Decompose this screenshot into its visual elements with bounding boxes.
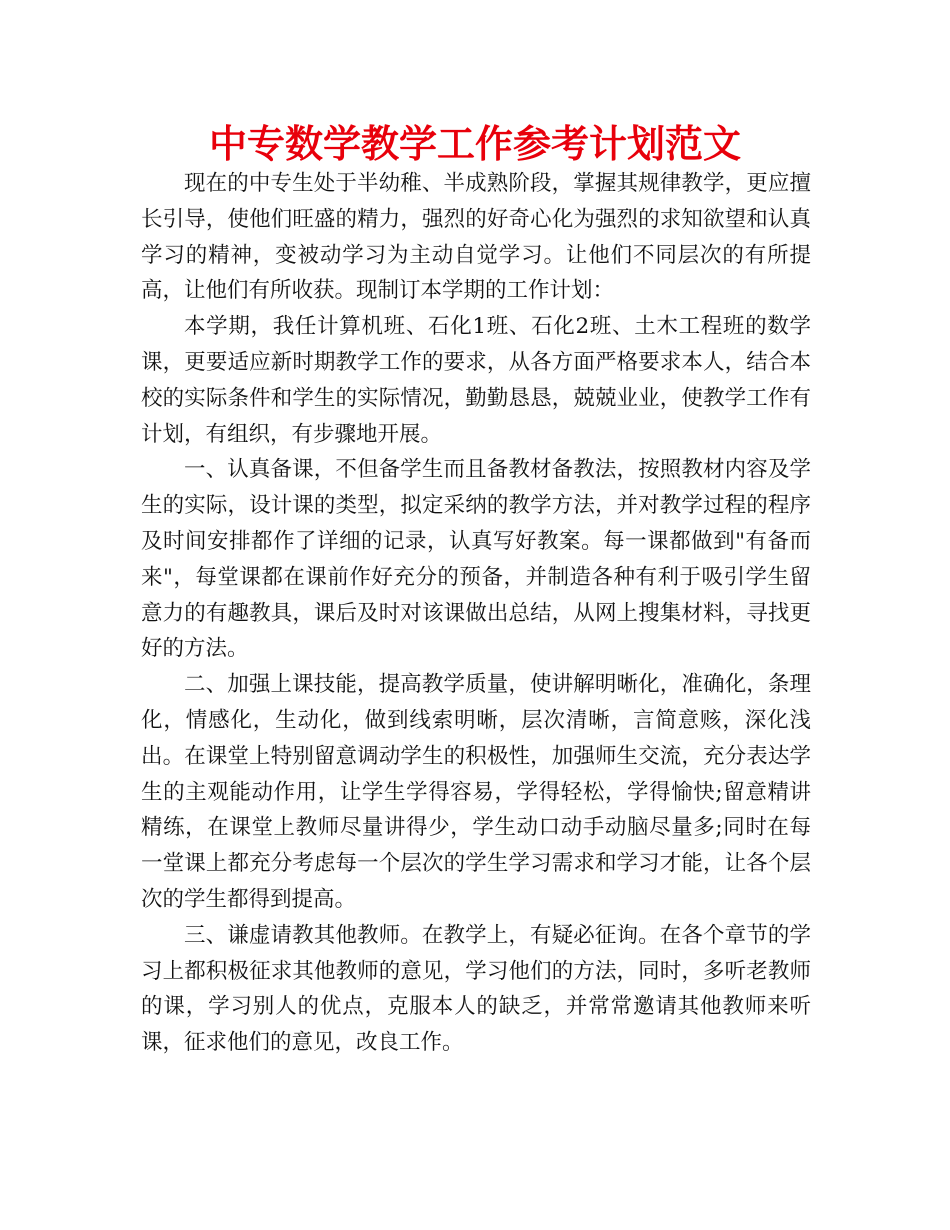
document-title: 中专数学教学工作参考计划范文	[208, 122, 741, 166]
paragraph-intro: 现在的中专生处于半幼稚、半成熟阶段，掌握其规律教学，更应擅长引导，使他们旺盛的精力，强烈的好奇心化为强烈的求知欲望和认真学习的精神，变被动学习为主动自觉学习。让他们不同层次的有所提高，让他们有所收获。现制订本学期的工作计划：	[141, 171, 811, 304]
paragraph-teaching-skills: 二、加强上课技能，提高教学质量，使讲解明晰化，准确化，条理化，情感化，生动化，做到线索明晰，层次清晰，言简意赅，深化浅出。在课堂上特别留意调动学生的积极性，加强师生交流，充分表达学生的主观能动作用，让学生学得容易，学得轻松，学得愉快;留意精讲精练，在课堂上教师尽量讲得少，学生动口动手动脑尽量多;同时在每一堂课上都充分考虑每一个层次的学生学习需求和学习才能，让各个层次的学生都得到提高。	[141, 672, 811, 912]
document-body	[141, 166, 811, 1061]
paragraph-lesson-prep: 一、认真备课，不但备学生而且备教材备教法，按照教材内容及学生的实际，设计课的类型，拟定采纳的教学方法，并对教学过程的程序及时间安排都作了详细的记录，认真写好教案。每一课都做到"有备而来"，每堂课都在课前作好充分的预备，并制造各种有利于吸引学生留意力的有趣教具，课后及时对该课做出总结，从网上搜集材料，寻找更好的方法。	[141, 457, 811, 662]
paragraph-consult-teachers: 三、谦虚请教其他教师。在教学上，有疑必征询。在各个章节的学习上都积极征求其他教师的意见，学习他们的方法，同时，多听老教师的课，学习别人的优点，克服本人的缺乏，并常常邀请其他教师来听课，征求他们的意见，改良工作。	[141, 922, 811, 1056]
paragraph-semester: 本学期，我任计算机班、石化1班、石化2班、土木工程班的数学课，更要适应新时期教学工作的要求，从各方面严格要求本人，结合本校的实际条件和学生的实际情况，勤勤恳恳，兢兢业业，使教学工作有计划，有组织，有步骤地开展。	[141, 314, 811, 447]
